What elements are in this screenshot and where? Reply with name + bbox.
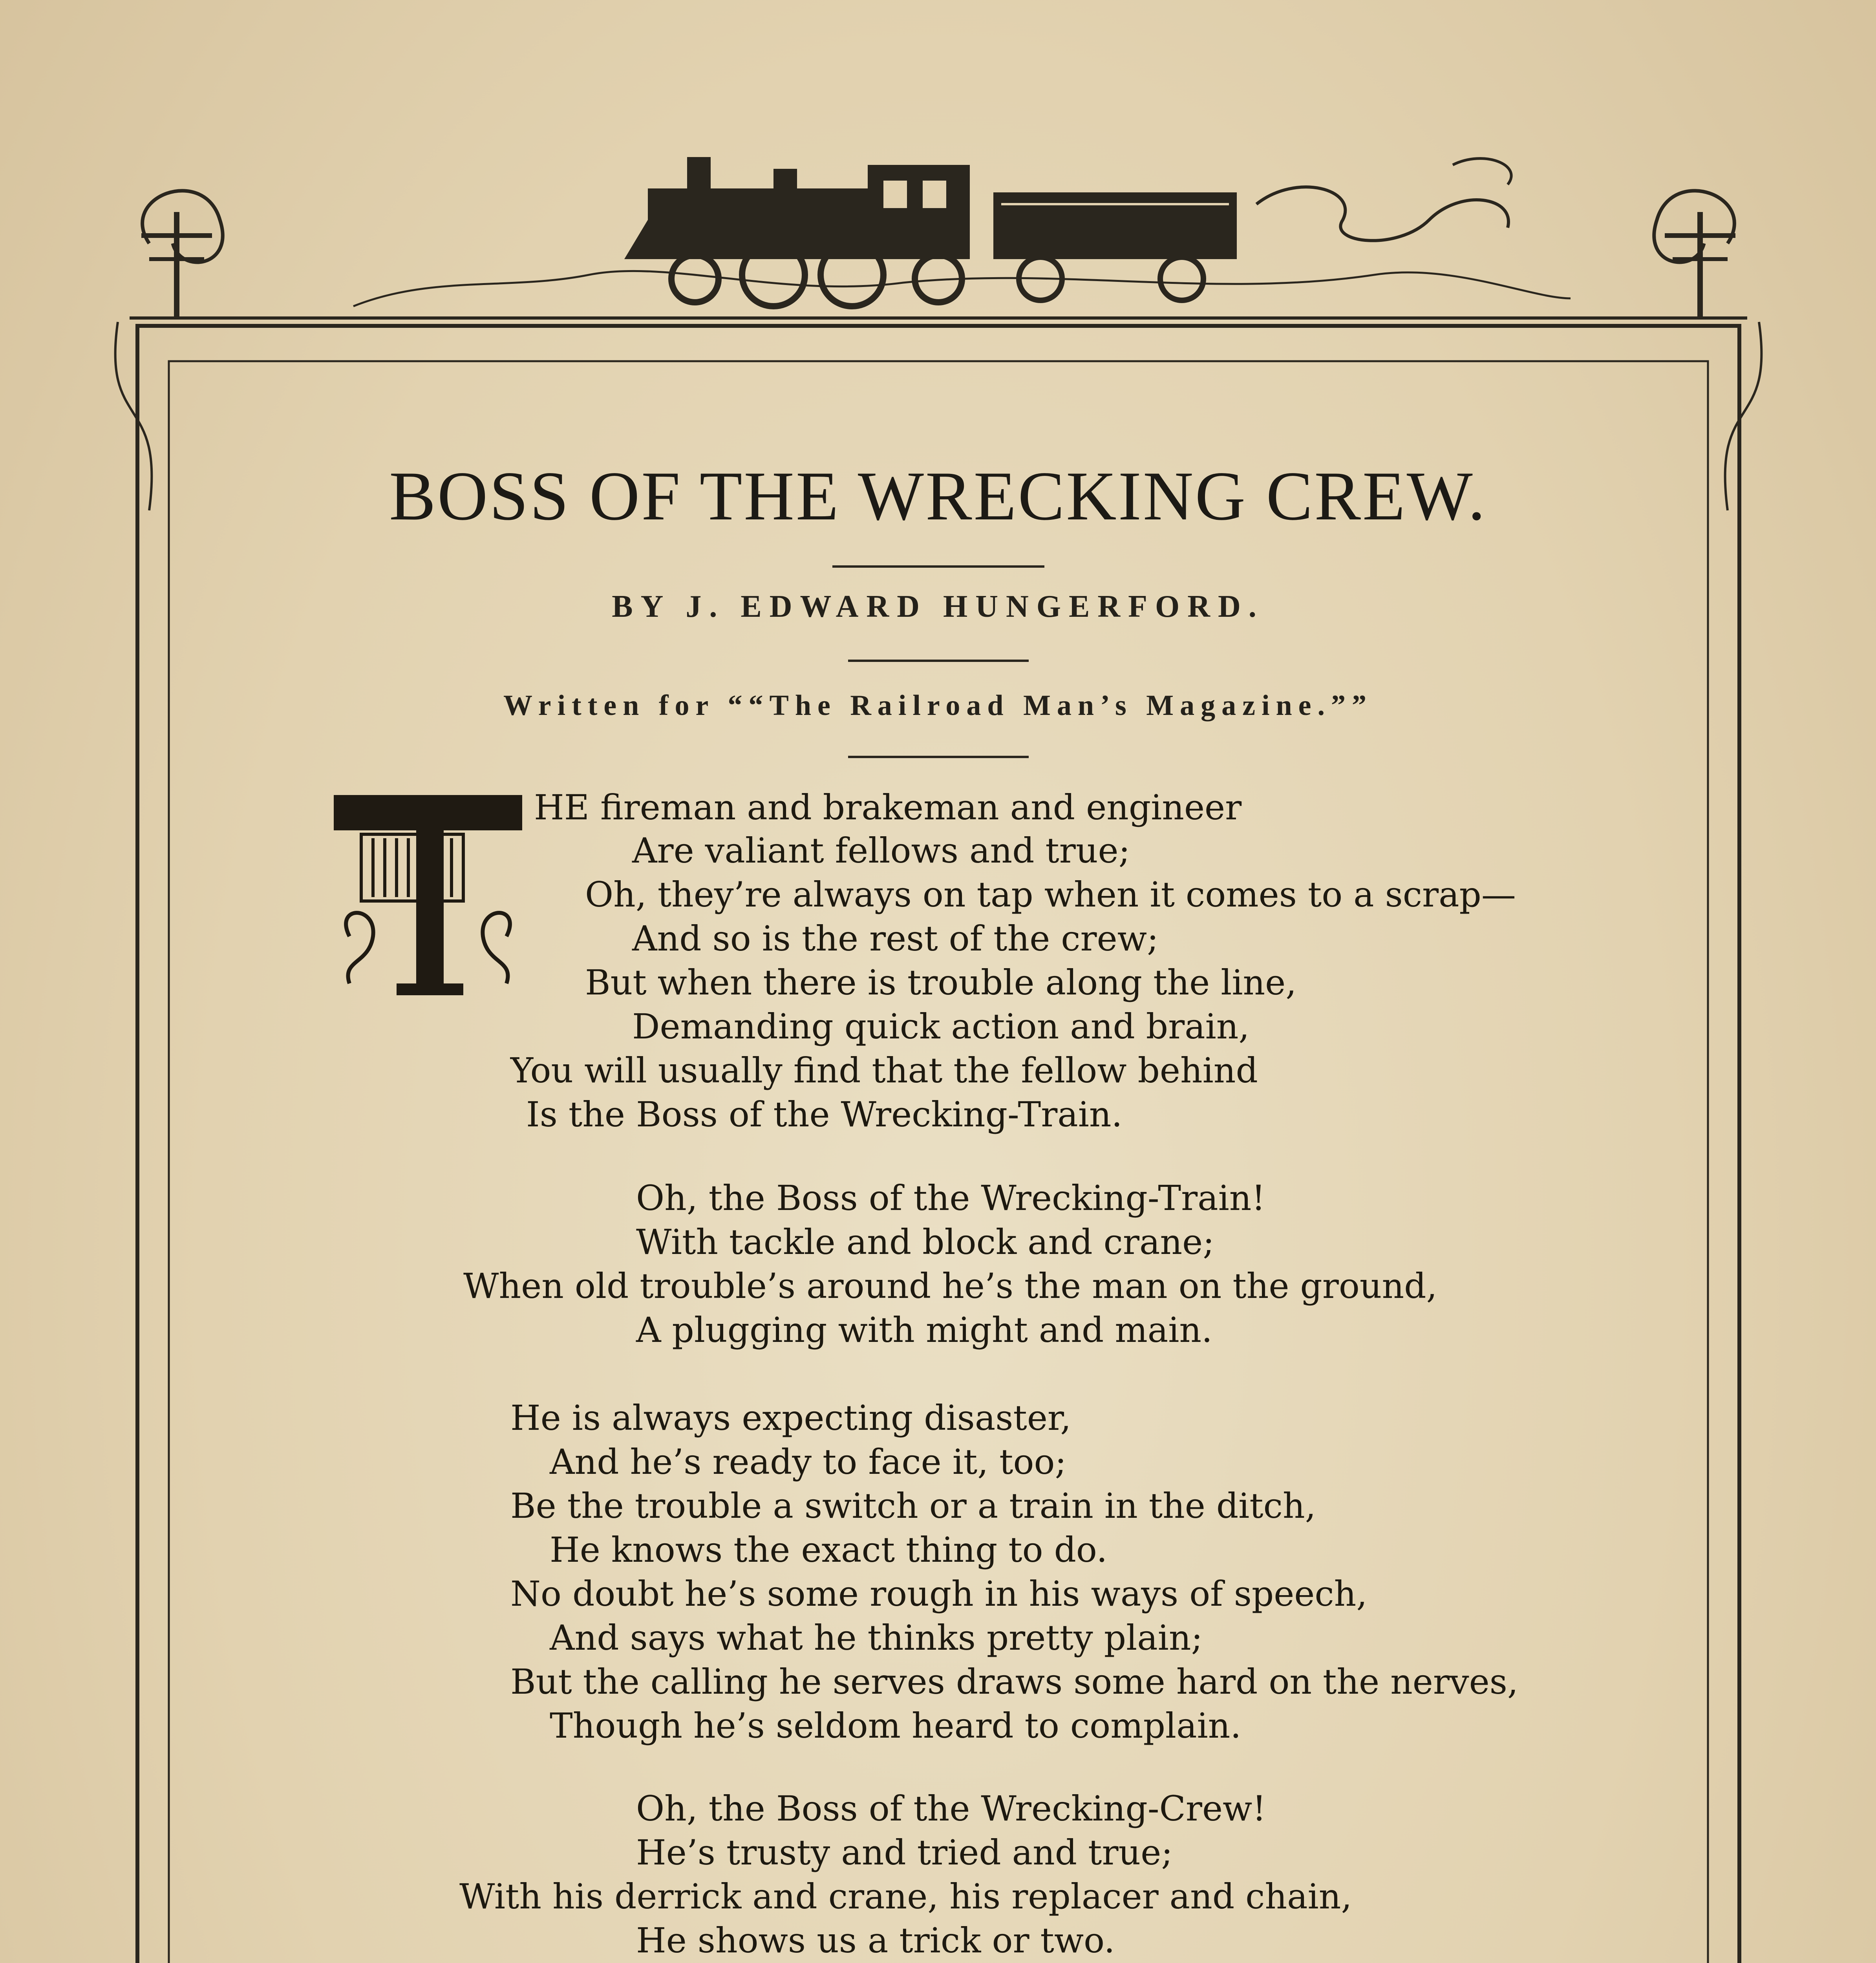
locomotive-illustration xyxy=(609,141,1276,322)
poem-line: And so is the rest of the crew; xyxy=(632,918,1159,959)
poem-line: With tackle and block and crane; xyxy=(636,1222,1214,1262)
telegraph-pole-icon xyxy=(118,204,236,322)
poem-line: He’s trusty and tried and true; xyxy=(636,1832,1173,1873)
poem-line: Be the trouble a switch or a train in the ditch, xyxy=(510,1486,1316,1526)
divider xyxy=(848,756,1029,758)
poem-line: A plugging with might and main. xyxy=(636,1310,1213,1350)
poem-line: Is the Boss of the Wrecking-Train. xyxy=(526,1094,1123,1135)
poem-line: Are valiant fellows and true; xyxy=(632,830,1130,871)
poem-line: And he’s ready to face it, too; xyxy=(550,1442,1067,1482)
poem-line: Oh, they’re always on tap when it comes to a scrap— xyxy=(585,874,1516,915)
byline: BY J. EDWARD HUNGERFORD. xyxy=(612,589,1264,624)
divider xyxy=(848,660,1029,662)
written-for-note: Written for ““The Railroad Man’s Magazine.”” xyxy=(503,689,1373,722)
poem-line: But the calling he serves draws some hard on the nerves, xyxy=(510,1661,1518,1702)
divider xyxy=(832,565,1044,568)
poem-line: HE fireman and brakeman and engineer xyxy=(534,787,1242,828)
poem-line: Oh, the Boss of the Wrecking-Crew! xyxy=(636,1788,1266,1829)
poem-line: He shows us a trick or two. xyxy=(636,1920,1115,1961)
poem-line: You will usually find that the fellow behind xyxy=(510,1050,1258,1091)
poem-line: He knows the exact thing to do. xyxy=(550,1530,1108,1570)
poem-line: Oh, the Boss of the Wrecking-Train! xyxy=(636,1178,1265,1218)
poem-line: Demanding quick action and brain, xyxy=(632,1006,1250,1047)
poem-line: With his derrick and crane, his replacer and chain, xyxy=(459,1876,1352,1917)
drop-cap-ornament xyxy=(326,787,530,999)
page-title: BOSS OF THE WRECKING CREW. xyxy=(389,457,1487,535)
poem-line: Though he’s seldom heard to complain. xyxy=(550,1705,1242,1746)
poem-line: And says what he thinks pretty plain; xyxy=(550,1618,1203,1658)
poem-line: No doubt he’s some rough in his ways of speech, xyxy=(510,1574,1368,1614)
poem-line: But when there is trouble along the line, xyxy=(585,962,1297,1003)
drop-cap xyxy=(326,787,530,999)
poem-line: When old trouble’s around he’s the man on the ground, xyxy=(463,1266,1437,1306)
poem-line: He is always expecting disaster, xyxy=(510,1398,1071,1438)
telegraph-pole-icon xyxy=(1641,204,1759,322)
